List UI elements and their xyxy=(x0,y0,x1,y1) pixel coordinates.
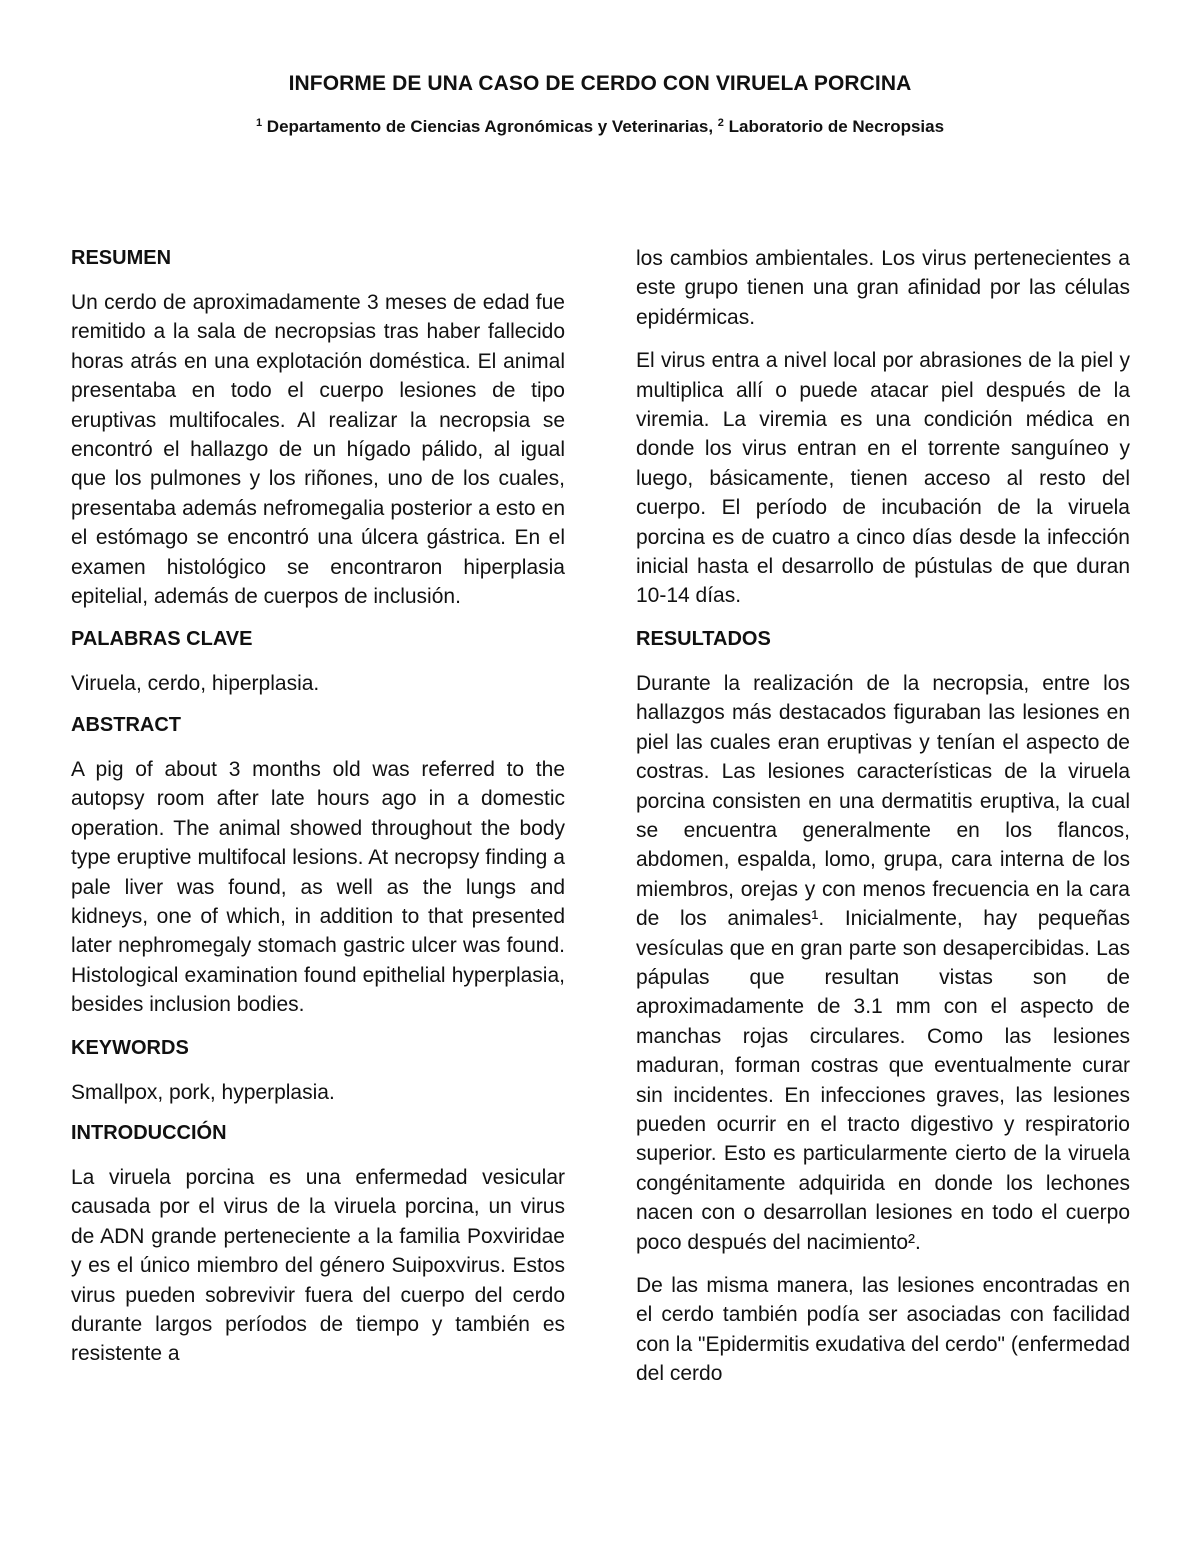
introduccion-paragraph-2: El virus entra a nivel local por abrasiones de la piel y multiplica allí o puede atacar piel después de la viremia. La viremia es una condición médica en donde los virus entran en el torrente sanguíneo y luego, básicamente, tienen acceso al resto del cuerpo. El período de incubación de la viruela porcina es de cuatro a cinco días desde la infección inicial hasta el desarrollo de pústulas de que duran 10-14 días. xyxy=(636,349,1130,608)
introduccion-continued-paragraph: los cambios ambientales. Los virus pertenecientes a este grupo tienen una gran afinidad por las células epidérmicas. xyxy=(636,247,1130,329)
palabras-clave-text: Viruela, cerdo, hiperplasia. xyxy=(71,672,320,696)
right-column xyxy=(636,244,1130,1403)
keywords-text: Smallpox, pork, hyperplasia. xyxy=(71,1080,335,1104)
introduccion-heading: INTRODUCCIÓN xyxy=(71,1121,227,1144)
left-column xyxy=(71,244,565,1383)
resultados-heading: RESULTADOS xyxy=(636,627,771,650)
palabras-clave-heading: PALABRAS CLAVE xyxy=(71,628,253,651)
affil-department-2: Laboratorio de Necropsias xyxy=(728,117,945,136)
keywords-heading: KEYWORDS xyxy=(71,1036,189,1059)
resultados-paragraph-1: Durante la realización de la necropsia, entre los hallazgos más destacados figuraban las lesiones en piel las cuales eran eruptivas y tenían el aspecto de costras. Las lesiones características de la viruela porcina consisten en una dermatitis eruptiva, la cual se encuentra generalmente en los flancos, abdomen, espalda, lomo, grupa, cara interna de los miembros, orejas y con menos frecuencia en la cara de los animales¹. Inicialmente, hay pequeñas vesículas que en gran parte son desapercibidas. Las pápulas que resultan vistas son de aproximadamente de 3.1 mm con el aspecto de manchas rojas circulares. Como las lesiones maduran, forman costras que eventualmente curar sin incidentes. En infecciones graves, las lesiones pueden ocurrir en el tracto digestivo y respiratorio superior. Esto es particularmente cierto de la viruela congénitamente adquirida en donde los lechones nacen con o desarrollan lesiones en todo el cuerpo poco después del nacimiento². xyxy=(636,671,1130,1254)
affiliations xyxy=(0,117,1200,137)
introduccion-paragraph: La viruela porcina es una enfermedad vesicular causada por el virus de la viruela porcina, un virus de ADN grande perteneciente a la familia Poxviridae y es el único miembro del género Suipoxvirus. Estos virus pueden sobrevivir fuera del cuerpo del cerdo durante largos períodos de tiempo y también es resistente a xyxy=(71,1165,565,1366)
affil-superscript-2: 2 xyxy=(717,117,724,129)
resultados-paragraph-2: De las misma manera, las lesiones encontradas en el cerdo también podía ser asociadas con facilidad con la "Epidermitis exudativa del cerdo" (enfermedad del cerdo xyxy=(636,1274,1130,1386)
abstract-paragraph: A pig of about 3 months old was referred to the autopsy room after late hours ago in a domestic operation. The animal showed throughout the body type eruptive multifocal lesions. At necropsy finding a pale liver was found, as well as the lungs and kidneys, one of which, in addition to that presented later nephromegaly stomach gastric ulcer was found. Histological examination found epithelial hyperplasia, besides inclusion bodies. xyxy=(71,757,565,1017)
affil-superscript-1: 1 xyxy=(255,117,263,129)
resumen-heading: RESUMEN xyxy=(71,247,172,269)
paper-title: INFORME DE UNA CASO DE CERDO CON VIRUELA PORCINA xyxy=(288,72,912,95)
affil-department-1: Departamento de Ciencias Agronómicas y Veterinarias, xyxy=(266,117,714,136)
abstract-heading: ABSTRACT xyxy=(71,713,181,736)
resumen-paragraph: Un cerdo de aproximadamente 3 meses de edad fue remitido a la sala de necropsias tras haber fallecido horas atrás en una explotación doméstica. El animal presentaba en todo el cuerpo lesiones de tipo eruptivas multifocales. Al realizar la necropsia se encontró el hallazgo de un hígado pálido, al igual que los pulmones y los riñones, uno de los cuales, presentaba además nefromegalia posterior a esto en el estómago se encontró una úlcera gástrica. En el examen histológico se encontraron hiperplasia epitelial, además de cuerpos de inclusión. xyxy=(71,291,565,609)
